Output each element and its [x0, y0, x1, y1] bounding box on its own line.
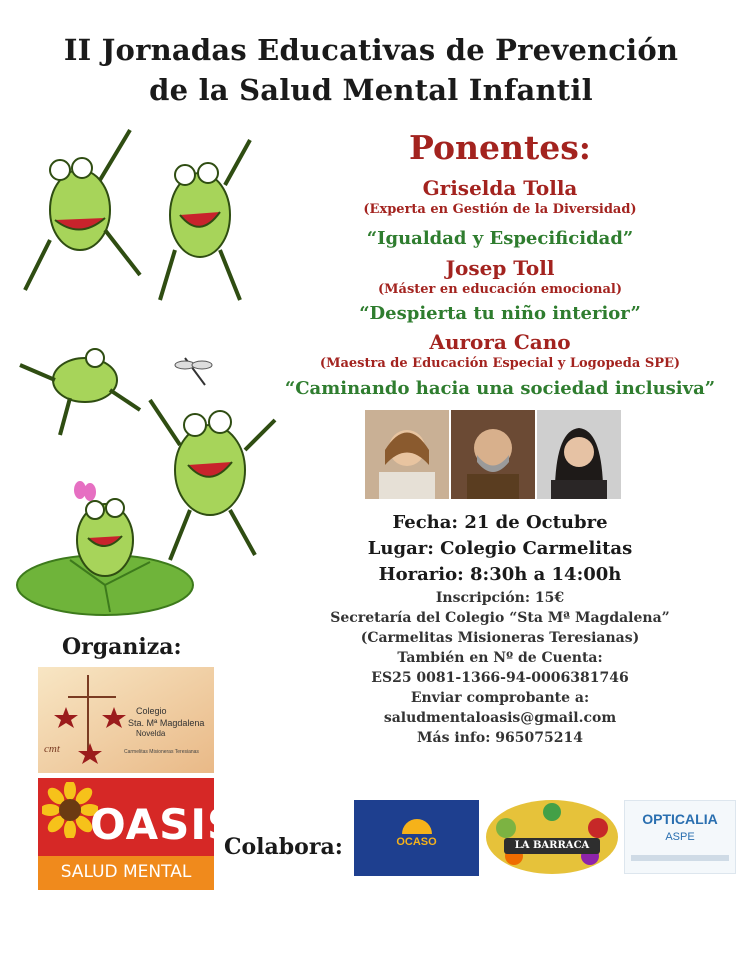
speaker-2-photo [451, 410, 535, 499]
colegio-logo-line3: Novelda [136, 729, 166, 738]
speaker-3-role: (Maestra de Educación Especial y Logopeda SPE) [319, 356, 681, 371]
oasis-logo-name: OASIS [90, 800, 239, 849]
speaker-2-talk: “Despierta tu niño interior” [359, 303, 641, 324]
event-account-number: ES25 0081-1366-94-0006381746 [371, 670, 629, 686]
speakers-heading: Ponentes: [409, 128, 591, 167]
organiza-label: Organiza: [62, 634, 182, 660]
event-send-proof: Enviar comprobante a: [410, 690, 590, 706]
frog-4 [150, 400, 275, 560]
event-schedule: Horario: 8:30h a 14:00h [378, 564, 622, 585]
ocaso-logo-text: OCASO [396, 836, 437, 848]
sponsor-opticalia-logo [624, 800, 736, 874]
dragonfly-icon [175, 358, 212, 385]
colegio-logo-line2: Sta. Mª Magdalena [128, 718, 205, 728]
frog-3 [20, 349, 140, 435]
opticalia-logo-text: OPTICALIA [642, 811, 718, 827]
speaker-2-name: Josep Toll [445, 256, 555, 280]
title-line-2: de la Salud Mental Infantil [149, 73, 593, 107]
opticalia-logo-sub: ASPE [665, 831, 695, 843]
title-line-1: II Jornadas Educativas de Prevención [63, 33, 679, 67]
event-account-label: También en Nº de Cuenta: [397, 650, 603, 666]
speaker-3-talk: “Caminando hacia una sociedad inclusiva” [284, 378, 716, 399]
event-secretary: Secretaría del Colegio “Sta Mª Magdalena” [330, 610, 670, 626]
speaker-1-name: Griselda Tolla [422, 176, 578, 200]
la-barraca-logo-text: LA BARRACA [514, 840, 590, 851]
speaker-3-name: Aurora Cano [429, 330, 571, 354]
sponsor-ocaso-logo [354, 800, 479, 876]
colabora-label: Colabora: [224, 834, 343, 860]
colegio-logo-tagline: Carmelitas Misioneras Teresianas [124, 749, 199, 755]
sun-icon [400, 818, 434, 836]
event-fee: Inscripción: 15€ [435, 590, 565, 606]
speaker-1-role: (Experta en Gestión de la Diversidad) [363, 202, 637, 217]
frog-1 [25, 130, 140, 290]
sponsor-la-barraca-logo [484, 798, 620, 876]
oasis-logo-subtitle: SALUD MENTAL [60, 862, 192, 882]
frog-2 [160, 140, 250, 300]
speaker-1-photo [365, 410, 449, 499]
frog-5 [77, 499, 133, 576]
speaker-1-talk: “Igualdad y Especificidad” [366, 228, 634, 249]
event-email: saludmentaloasis@gmail.com [383, 710, 617, 726]
oasis-logo [38, 778, 239, 890]
colegio-logo [38, 667, 214, 773]
butterfly-icon [74, 481, 96, 501]
speaker-2-role: (Máster en educación emocional) [377, 282, 623, 297]
event-place: Lugar: Colegio Carmelitas [367, 538, 633, 559]
colegio-logo-line1: Colegio [136, 706, 167, 716]
event-date: Fecha: 21 de Octubre [392, 512, 608, 533]
colegio-logo-mark: cmt [44, 743, 60, 755]
event-order: (Carmelitas Misioneras Teresianas) [360, 630, 640, 646]
event-more-info: Más info: 965075214 [417, 730, 583, 746]
speaker-3-photo [537, 410, 621, 499]
frogs-illustration [10, 100, 290, 620]
